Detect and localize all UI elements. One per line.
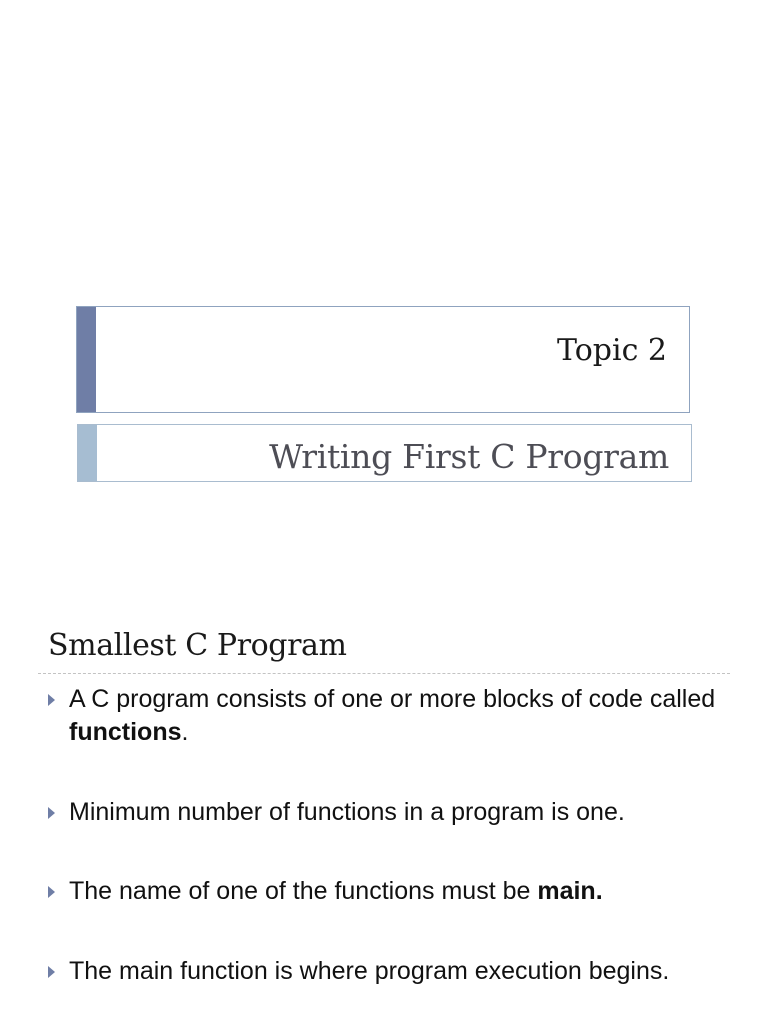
triangle-right-icon bbox=[48, 694, 55, 706]
bullet-item bbox=[48, 683, 728, 749]
bullet-item bbox=[48, 796, 728, 829]
bullet-text-part: The main function is where program execution begins. bbox=[69, 957, 670, 985]
topic-accent-bar bbox=[77, 307, 96, 412]
bullet-text-part: Minimum number of functions in a program is one. bbox=[69, 798, 625, 826]
bullet-item bbox=[48, 875, 728, 908]
triangle-right-icon bbox=[48, 807, 55, 819]
bullet-text-part: . bbox=[181, 718, 189, 746]
bullet-text bbox=[69, 796, 728, 829]
bullet-text bbox=[69, 875, 728, 908]
triangle-right-icon bbox=[48, 886, 55, 898]
bullet-text bbox=[69, 683, 728, 749]
heading-divider bbox=[38, 673, 730, 674]
section-heading: Smallest C Program bbox=[48, 628, 347, 663]
bullet-item bbox=[48, 955, 728, 988]
title-box bbox=[77, 424, 692, 482]
bullet-text-bold: functions bbox=[69, 718, 182, 746]
bullet-text-part: A C program consists of one or more blocks of code called bbox=[69, 685, 716, 713]
topic-box bbox=[76, 306, 690, 413]
triangle-right-icon bbox=[48, 966, 55, 978]
title-accent-bar bbox=[78, 425, 97, 481]
bullet-text-bold: main. bbox=[537, 877, 603, 905]
topic-label: Topic 2 bbox=[557, 333, 667, 368]
bullet-text bbox=[69, 955, 728, 988]
bullet-text-part: The name of one of the functions must be bbox=[69, 877, 538, 905]
slide-title: Writing First C Program bbox=[269, 437, 669, 476]
